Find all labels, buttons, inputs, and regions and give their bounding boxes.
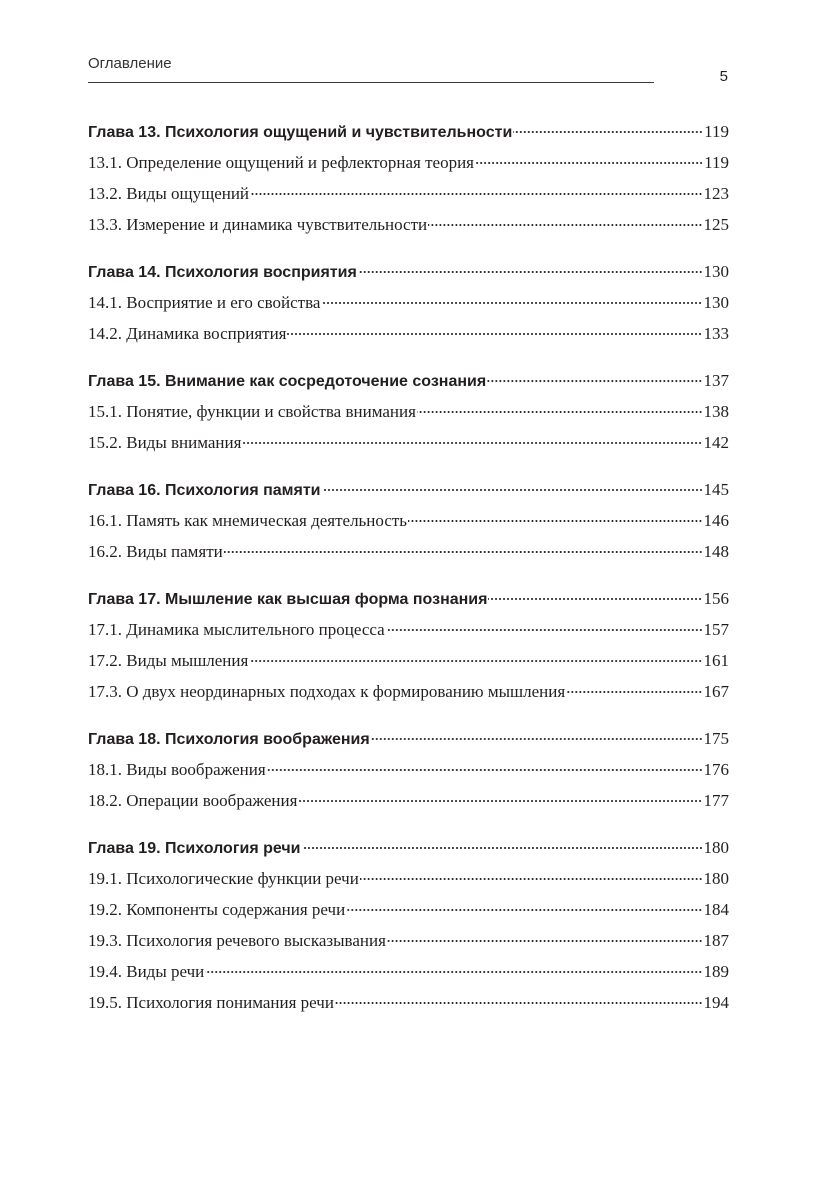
toc-chapter-title: Глава 17. Мышление как высшая форма познания (88, 591, 488, 608)
toc-chapter-entry[interactable] (88, 474, 729, 505)
toc-chapter (88, 723, 729, 816)
toc-section-entry[interactable] (88, 785, 729, 816)
toc-page-number: 177 (703, 791, 729, 810)
toc-section-title: 13.3. Измерение и динамика чувствительности (88, 215, 428, 234)
toc-page-number: 119 (704, 153, 729, 172)
toc-section-entry[interactable] (88, 147, 729, 178)
toc-page-number: 123 (703, 184, 729, 203)
dot-leader (242, 442, 702, 444)
dot-leader (475, 162, 703, 164)
toc-page-number: 119 (704, 122, 729, 141)
toc-section-entry[interactable] (88, 287, 729, 318)
toc-section-entry[interactable] (88, 614, 729, 645)
dot-leader (335, 1002, 703, 1004)
toc-section-entry[interactable] (88, 318, 729, 349)
toc-page-number: 130 (703, 262, 729, 281)
dot-leader (302, 847, 703, 849)
toc-section-title: 19.2. Компоненты содержания речи (88, 900, 346, 919)
toc-page-number: 157 (703, 620, 729, 639)
toc-page-number: 194 (703, 993, 729, 1012)
toc-section-entry[interactable] (88, 754, 729, 785)
toc-page-number: 133 (703, 324, 729, 343)
dot-leader (298, 800, 702, 802)
toc-chapter-entry[interactable] (88, 256, 729, 287)
toc-section-entry[interactable] (88, 427, 729, 458)
toc-section-entry[interactable] (88, 987, 729, 1018)
toc-page-number: 138 (703, 402, 729, 421)
toc-chapter (88, 256, 729, 349)
toc-section-entry[interactable] (88, 645, 729, 676)
toc-section-title: 15.1. Понятие, функции и свойства внимания (88, 402, 416, 421)
toc-page-number: 146 (703, 511, 729, 530)
dot-leader (205, 971, 702, 973)
toc-page-number: 176 (703, 760, 729, 779)
toc-chapter (88, 583, 729, 707)
dot-leader (387, 940, 703, 942)
toc-section-title: 16.1. Память как мнемическая деятельность (88, 511, 408, 530)
toc-page-number: 184 (703, 900, 729, 919)
toc-page-number: 161 (703, 651, 729, 670)
toc-section-title: 13.2. Виды ощущений (88, 184, 250, 203)
toc-section-entry[interactable] (88, 894, 729, 925)
dot-leader (371, 738, 703, 740)
toc-section-title: 14.1. Восприятие и его свойства (88, 293, 321, 312)
dot-leader (249, 660, 702, 662)
toc-section-title: 15.2. Виды внимания (88, 433, 242, 452)
dot-leader (358, 271, 703, 273)
toc-section-entry[interactable] (88, 956, 729, 987)
toc-chapter-entry[interactable] (88, 116, 729, 147)
running-header-title: Оглавление (88, 55, 172, 72)
toc-page-number: 180 (703, 838, 729, 857)
toc-chapter-title: Глава 14. Психология восприятия (88, 264, 357, 281)
dot-leader (513, 131, 703, 133)
toc-section-title: 17.3. О двух неординарных подходах к формированию мышления (88, 682, 566, 701)
toc-page-number: 187 (703, 931, 729, 950)
toc-section-entry[interactable] (88, 178, 729, 209)
toc-chapter-title: Глава 16. Психология памяти (88, 482, 321, 499)
toc-page-number: 156 (703, 589, 729, 608)
toc-chapter-entry[interactable] (88, 583, 729, 614)
dot-leader (488, 598, 702, 600)
table-of-contents (88, 116, 729, 1034)
dot-leader (224, 551, 703, 553)
toc-section-title: 19.4. Виды речи (88, 962, 205, 981)
toc-section-title: 19.5. Психология понимания речи (88, 993, 334, 1012)
toc-chapter (88, 474, 729, 567)
dot-leader (322, 489, 703, 491)
toc-chapter-entry[interactable] (88, 365, 729, 396)
toc-chapter-title: Глава 19. Психология речи (88, 840, 301, 857)
toc-section-entry[interactable] (88, 925, 729, 956)
page-number: 5 (719, 68, 728, 85)
toc-section-title: 14.2. Динамика восприятия (88, 324, 287, 343)
dot-leader (360, 878, 703, 880)
toc-section-entry[interactable] (88, 676, 729, 707)
toc-chapter-entry[interactable] (88, 723, 729, 754)
toc-page-number: 137 (703, 371, 729, 390)
running-header (88, 55, 728, 95)
toc-section-entry[interactable] (88, 209, 729, 240)
toc-section-entry[interactable] (88, 505, 729, 536)
dot-leader (428, 224, 702, 226)
toc-page-number: 189 (703, 962, 729, 981)
toc-section-title: 17.2. Виды мышления (88, 651, 249, 670)
toc-chapter (88, 365, 729, 458)
toc-page-number: 148 (703, 542, 729, 561)
dot-leader (346, 909, 702, 911)
toc-section-title: 19.3. Психология речевого высказывания (88, 931, 386, 950)
toc-section-title: 18.2. Операции воображения (88, 791, 298, 810)
toc-chapter-title: Глава 18. Психология воображения (88, 731, 370, 748)
toc-page-number: 145 (703, 480, 729, 499)
dot-leader (287, 333, 702, 335)
toc-section-title: 18.1. Виды воображения (88, 760, 266, 779)
dot-leader (566, 691, 702, 693)
dot-leader (386, 629, 703, 631)
toc-section-title: 17.1. Динамика мыслительного процесса (88, 620, 385, 639)
dot-leader (321, 302, 702, 304)
toc-page-number: 142 (703, 433, 729, 452)
toc-page-number: 175 (703, 729, 729, 748)
toc-chapter-title: Глава 13. Психология ощущений и чувствительности (88, 124, 513, 141)
toc-chapter-title: Глава 15. Внимание как сосредоточение сознания (88, 373, 487, 390)
toc-page-number: 167 (703, 682, 729, 701)
dot-leader (487, 380, 702, 382)
toc-chapter (88, 832, 729, 1018)
toc-page-number: 125 (703, 215, 729, 234)
dot-leader (408, 520, 702, 522)
toc-section-title: 16.2. Виды памяти (88, 542, 223, 561)
dot-leader (250, 193, 702, 195)
toc-chapter (88, 116, 729, 240)
toc-section-entry[interactable] (88, 863, 729, 894)
toc-chapter-entry[interactable] (88, 832, 729, 863)
toc-section-entry[interactable] (88, 536, 729, 567)
header-rule (88, 82, 654, 83)
toc-section-title: 13.1. Определение ощущений и рефлекторная теория (88, 153, 474, 172)
toc-section-entry[interactable] (88, 396, 729, 427)
toc-page-number: 130 (703, 293, 729, 312)
dot-leader (267, 769, 703, 771)
toc-page-number: 180 (703, 869, 729, 888)
toc-section-title: 19.1. Психологические функции речи (88, 869, 359, 888)
dot-leader (417, 411, 703, 413)
